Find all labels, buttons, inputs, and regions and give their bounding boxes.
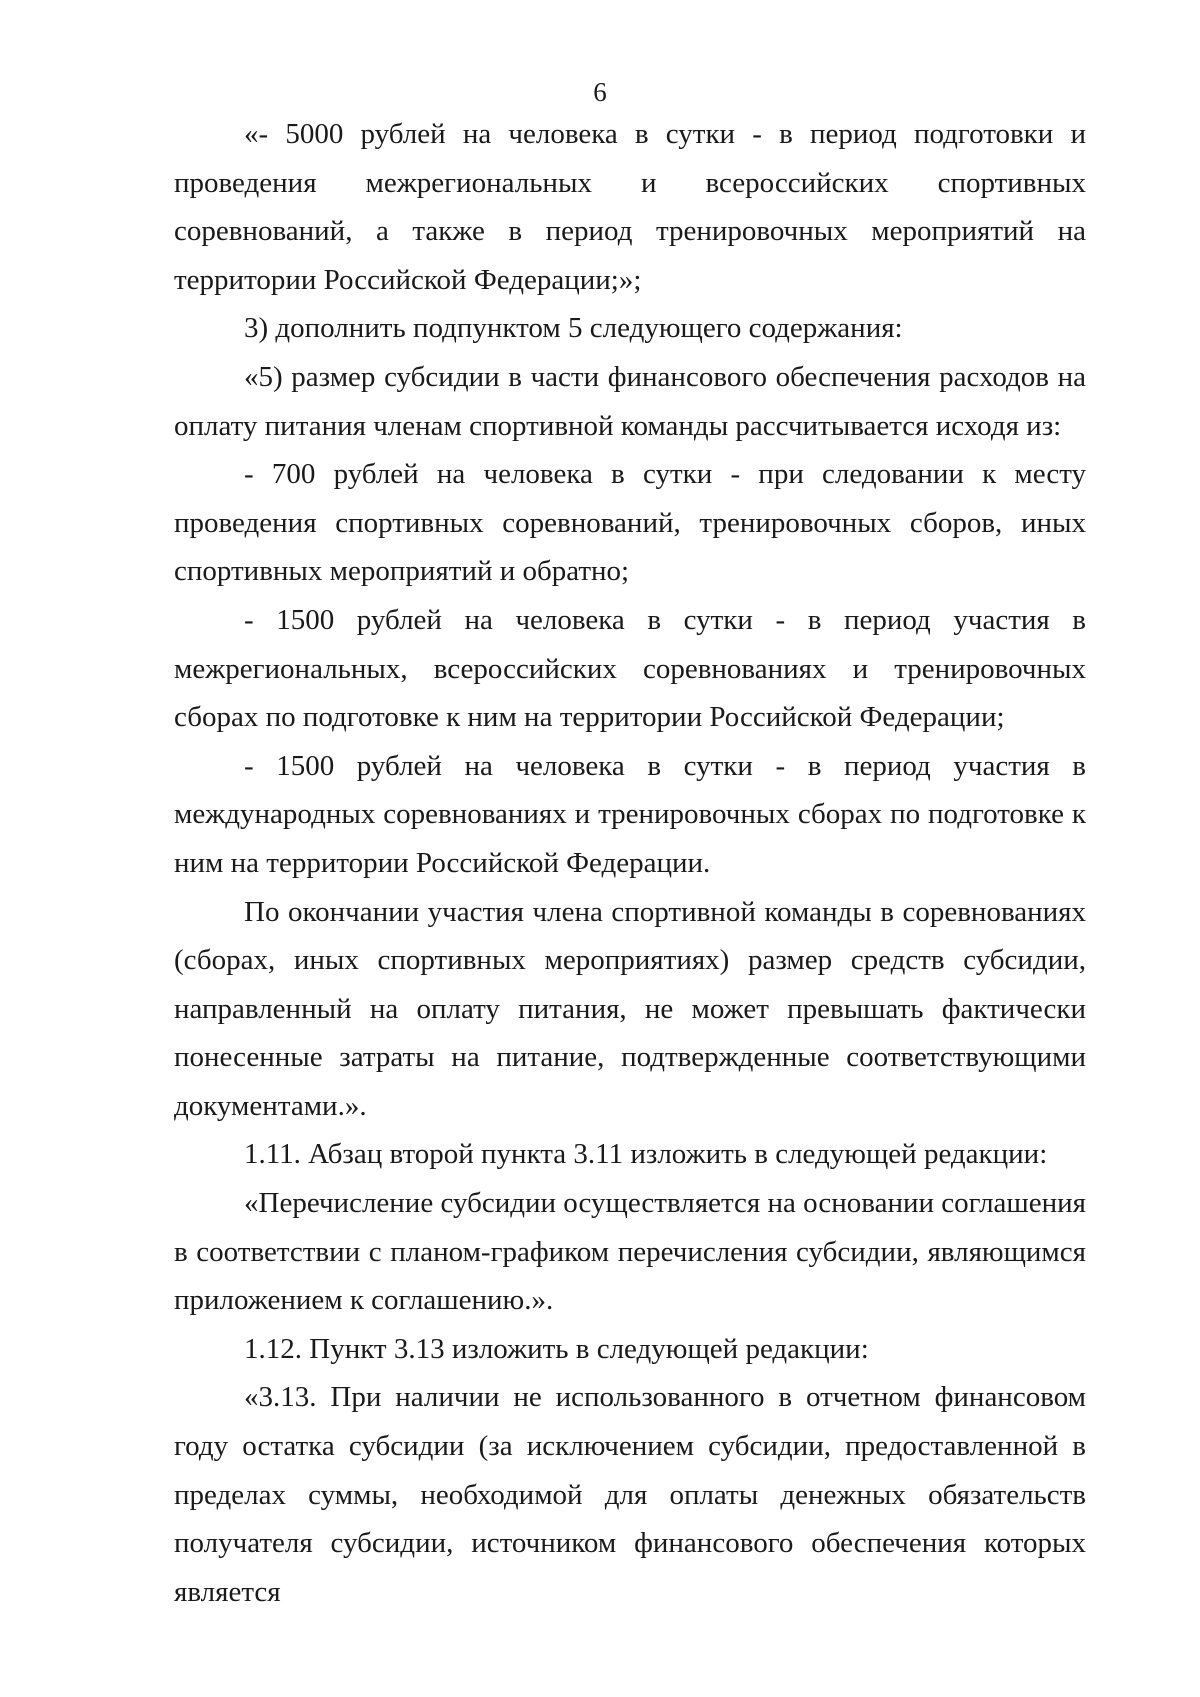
page-number: 6: [593, 77, 607, 107]
paragraph-actual-costs-limit: По окончании участия члена спортивной команды в соревнованиях (сборах, иных спортивных мероприятиях) размер средств субсидии, направленный на оплату питания, не может превышать фактически понесенные затраты на питание, подтвержденные соответствующими документами.».: [174, 895, 1086, 1122]
paragraph-rate-1500-national: - 1500 рублей на человека в сутки - в период участия в межрегиональных, всероссийских соревнованиях и тренировочных сборах по подготовке к ним на территории Российской Федерации;: [174, 603, 1086, 734]
paragraph-amend-subitem-5: 3) дополнить подпунктом 5 следующего содержания:: [244, 312, 903, 345]
paragraph-rate-1500-international: - 1500 рублей на человека в сутки - в период участия в международных соревнованиях и тренировочных сборах по подготовке к ним на территории Российской Федерации.: [174, 749, 1086, 879]
paragraph-rate-700-travel: - 700 рублей на человека в сутки - при следовании к месту проведения спортивных соревнований, тренировочных сборов, иных спортивных мероприятий и обратно;: [174, 458, 1086, 588]
paragraph-item-3-13: «3.13. При наличии не использованного в отчетном финансовом году остатка субсидии (за исключением субсидии, предоставленной в пределах суммы, необходимой для оплаты денежных обязательств получателя субсидии, источником финансового обеспечения которых является: [174, 1381, 1086, 1608]
paragraph-transfer-schedule: «Перечисление субсидии осуществляется на основании соглашения в соответствии с планом-графиком перечисления субсидии, являющимся приложением к соглашению.».: [174, 1187, 1086, 1317]
paragraph-item-1-11: 1.11. Абзац второй пункта 3.11 изложить в следующей редакции:: [244, 1138, 1048, 1171]
paragraph-food-rate-5000: «- 5000 рублей на человека в сутки - в период подготовки и проведения межрегиональных и всероссийских спортивных соревнований, а также в период тренировочных мероприятий на территории Российской Федерации;»;: [174, 118, 1086, 296]
paragraph-item-1-12: 1.12. Пункт 3.13 изложить в следующей редакции:: [244, 1332, 869, 1365]
document-body: [174, 110, 1086, 1616]
paragraph-subsidy-size: «5) размер субсидии в части финансового обеспечения расходов на оплату питания членам спортивной команды рассчитывается исходя из:: [174, 360, 1086, 442]
